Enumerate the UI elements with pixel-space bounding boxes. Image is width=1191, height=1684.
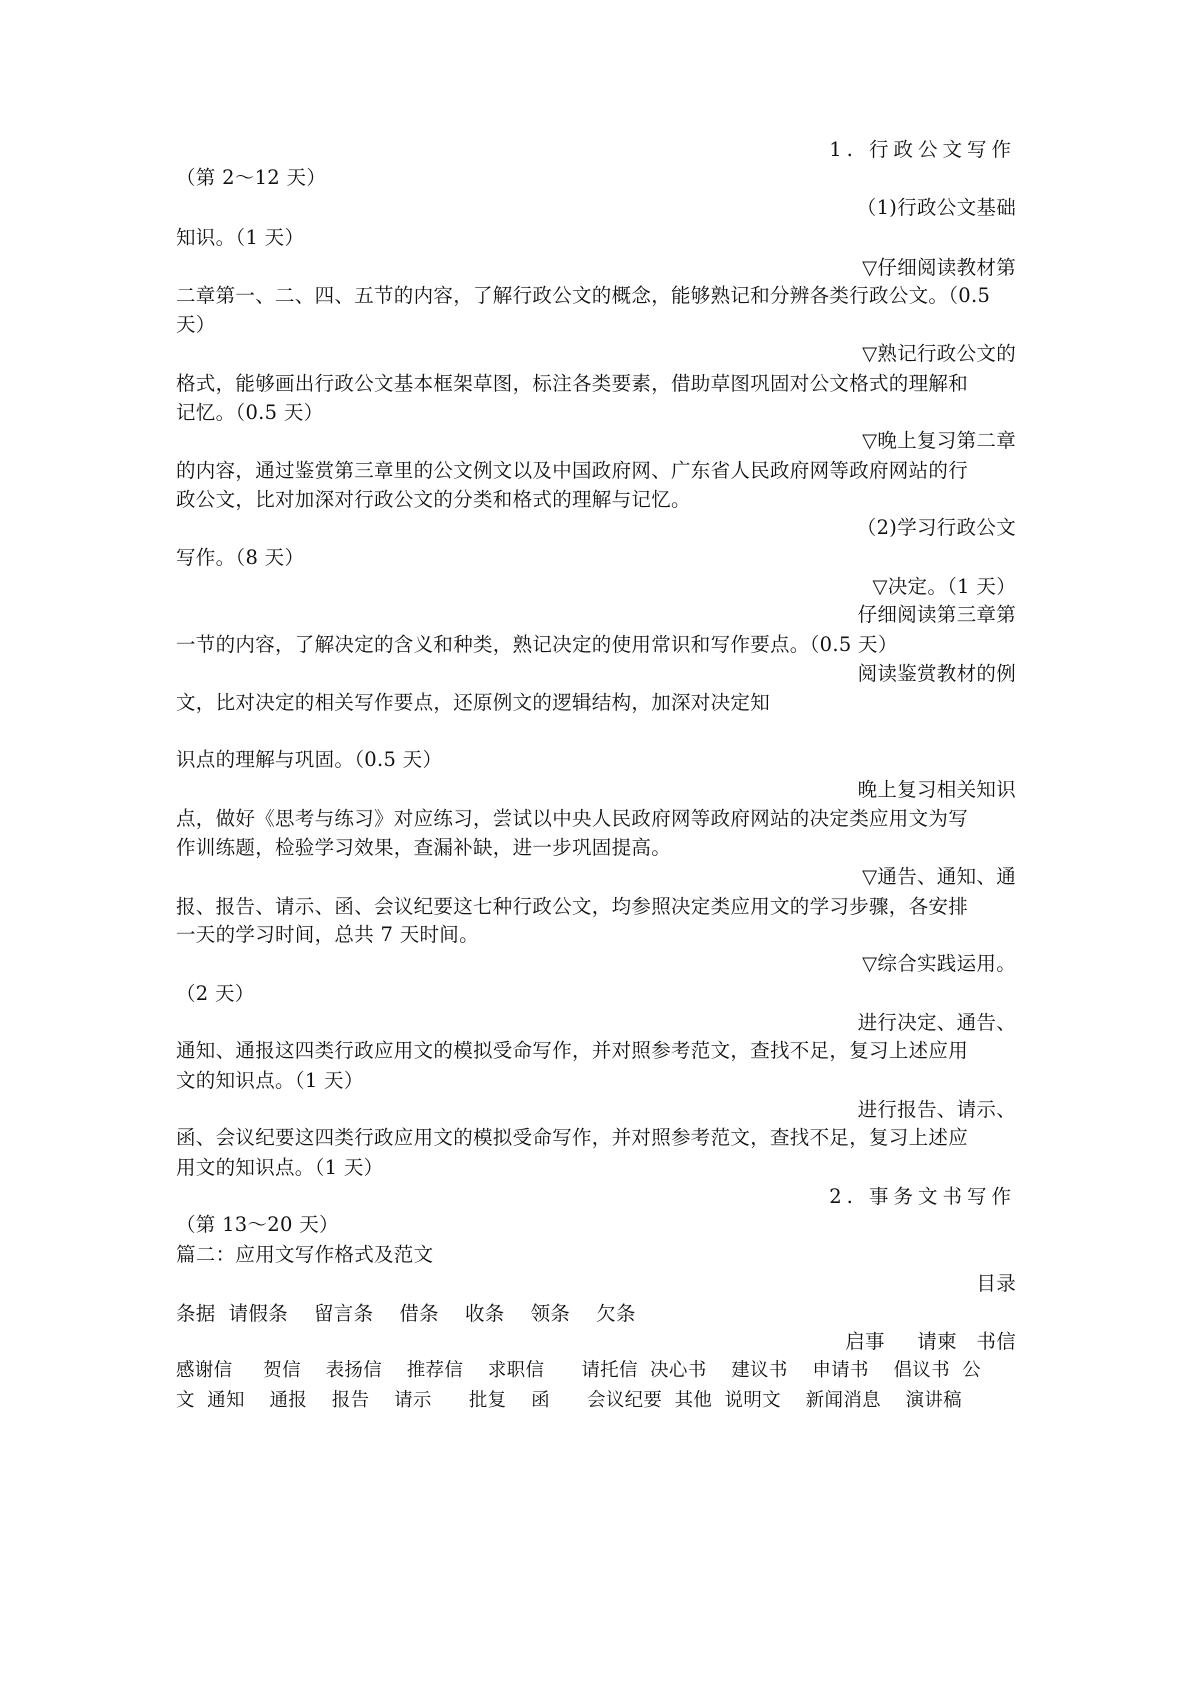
text-line: 政公文，比对加深对行政公文的分类和格式的理解与记忆。 [176, 488, 691, 511]
text-line: 记忆。（0.5 天） [176, 401, 324, 424]
text-line: 一节的内容，了解决定的含义和种类，熟记决定的使用常识和写作要点。（0.5 天） [176, 633, 898, 656]
text-line: 晚上复习相关知识 [857, 778, 1016, 801]
text-line: 格式，能够画出行政公文基本框架草图，标注各类要素，借助草图巩固对公文格式的理解和 [176, 372, 969, 395]
text-line: 写作。（8 天） [176, 546, 305, 569]
section-heading-1: 1. 行政公文写作 [829, 138, 1016, 161]
toc-line: 文 通知 通报 报告 请示 批复 函 会议纪要 其他 说明文 新闻消息 演讲稿 [176, 1390, 962, 1411]
text-line: ▽综合实践运用。 [862, 952, 1016, 975]
toc-heading: 目录 [976, 1272, 1016, 1295]
text-line: 知识。（1 天） [176, 226, 305, 249]
text-line: 报、报告、请示、函、会议纪要这七种行政公文，均参照决定类应用文的学习步骤，各安排 [176, 895, 969, 918]
text-line: 点，做好《思考与练习》对应练习，尝试以中央人民政府网等政府网站的决定类应用文为写 [176, 807, 969, 830]
text-line: 用文的知识点。（1 天） [176, 1156, 384, 1179]
subheading-1: （1)行政公文基础 [856, 196, 1016, 219]
text-line: 的内容，通过鉴赏第三章里的公文例文以及中国政府网、广东省人民政府网等政府网站的行 [176, 459, 969, 482]
section-heading-2: 2. 事务文书写作 [829, 1185, 1016, 1208]
text-line: 进行决定、通告、 [857, 1011, 1016, 1034]
text-line: 函、会议纪要这四类行政应用文的模拟受命写作，并对照参考范文，查找不足，复习上述应 [176, 1126, 969, 1149]
text-line: 二章第一、二、四、五节的内容，了解行政公文的概念，能够熟记和分辨各类行政公文。（0.5 [176, 284, 991, 307]
text-line: （第 13～20 天） [176, 1213, 339, 1236]
text-line: 通知、通报这四类行政应用文的模拟受命写作，并对照参考范文，查找不足，复习上述应用 [176, 1039, 969, 1062]
text-line: （第 2～12 天） [176, 166, 327, 189]
text-line: ▽通告、通知、通 [862, 865, 1016, 888]
toc-line: 启事 请柬 书信 [845, 1330, 1016, 1353]
text-line: 天） [176, 313, 216, 336]
text-line: 一天的学习时间，总共 7 天时间。 [176, 923, 479, 946]
toc-line: 条据 请假条 留言条 借条 收条 领条 欠条 [176, 1302, 636, 1325]
text-line: （2 天） [176, 982, 255, 1005]
text-line: 阅读鉴赏教材的例 [857, 662, 1016, 685]
text-line: ▽决定。（1 天） [872, 575, 1016, 598]
text-line: 文，比对决定的相关写作要点，还原例文的逻辑结构，加深对决定知 [176, 691, 771, 714]
text-line: ▽晚上复习第二章 [862, 429, 1016, 452]
text-line: ▽仔细阅读教材第 [862, 256, 1016, 279]
toc-line: 感谢信 贺信 表扬信 推荐信 求职信 请托信 决心书 建议书 申请书 倡议书 公 [176, 1360, 982, 1381]
text-line: 识点的理解与巩固。（0.5 天） [176, 748, 443, 771]
subheading-2: （2)学习行政公文 [856, 516, 1016, 539]
text-line: 文的知识点。（1 天） [176, 1069, 364, 1092]
text-line: 进行报告、请示、 [857, 1098, 1016, 1121]
text-line: 作训练题，检验学习效果，查漏补缺，进一步巩固提高。 [176, 836, 672, 859]
text-line: ▽熟记行政公文的 [862, 342, 1016, 365]
text-line: 仔细阅读第三章第 [857, 603, 1016, 626]
part-title: 篇二：应用文写作格式及范文 [176, 1243, 434, 1266]
